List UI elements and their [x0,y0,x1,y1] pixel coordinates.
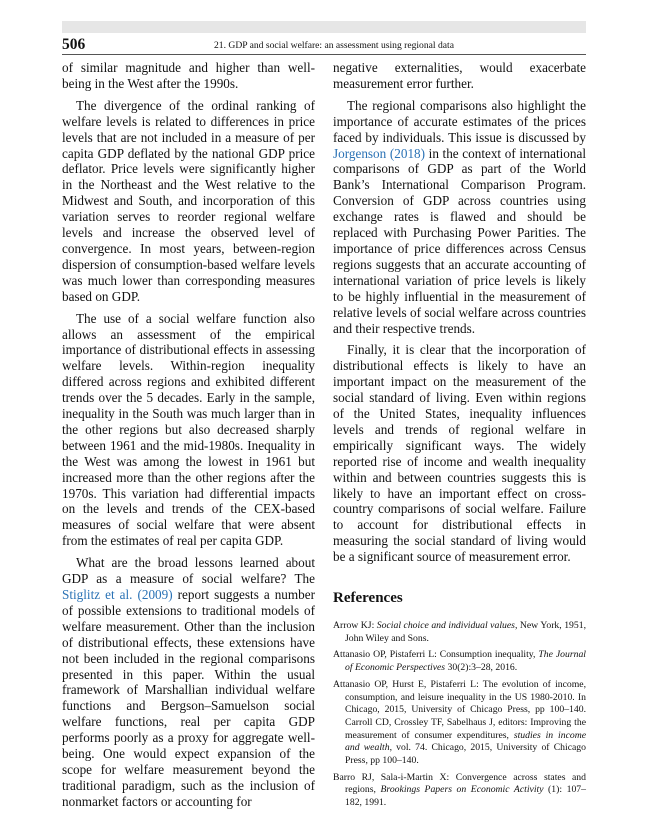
citation-link[interactable]: Stiglitz et al. (2009) [62,587,173,602]
reference-text: Arrow KJ: [333,620,377,631]
paragraph: The divergence of the ordinal ranking of welfare levels is related to differences in price levels that are not included in a measure of per capita GDP deflated by the national GDP price deflator. Price levels were significantly higher in the Northeast and the West relative to the Midwest and South, and incorporation of this variation serves to reorder regional welfare levels and increase the observed level of convergence. In most years, between-region dispersion of consumption-based welfare levels was much lower than corresponding measures based on GDP. [62,97,315,304]
paragraph-text: report suggests a number of possible extensions to traditional models of welfare measurement. Other than the inclusion of distributional effects, these extensions have not been included in the regional comparisons presented in this paper. Within the usual framework of Marshallian individual welfare functions and Bergson–Samuelson social welfare functions, real per capita GDP performs poorly as a proxy for aggregate well-being. One would expect expansion of the scope for welfare measurement beyond the traditional paradigm, such as the inclusion of nonmarket factors or accounting for [62,587,315,809]
reference-item [333,679,586,768]
page-number: 506 [62,36,86,53]
reference-text: Barro RJ, Sala-i-Martin X: Convergence across states and regions, [333,771,586,796]
reference-item [333,620,586,645]
reference-text: 30(2):3–28, 2016. [445,662,518,674]
paragraph: of similar magnitude and higher than well-being in the West after the 1990s. [62,60,315,91]
reference-text: Attanasio OP, Hurst E, Pistaferri L: The evolution of income, consumption, and leisure inequality in the US 1980-2010. In Chicago, 2015, University of Chicago Press, pp 100–140. Carroll CD, Crossley TF, Sabelhaus J, editors: Improving the measurement of consumer expenditures, [333,678,586,741]
paragraph: negative externalities, would exacerbate measurement error further. [333,60,586,91]
paragraph-text: What are the broad lessons learned about GDP as a measure of social welfare? The [62,555,315,587]
header-bar [62,21,586,33]
reference-text: (1): 107–182, 1991. [345,784,586,809]
references-heading: References [333,590,403,607]
reference-item [333,649,586,674]
references-list [333,620,586,810]
reference-text: , New York, 1951, John Wiley and Sons. [345,620,587,644]
paragraph-text: in the context of international comparisons of GDP as part of the World Bank’s International Comparison Program. Conversion of GDP across countries using exchange rates is flawed and should be replaced with Purchasing Power Parities. The importance of price differences across Census regions suggests that an accurate accounting of international variation of price levels is likely to be highly influential in the measurement of relative levels of social welfare across countries and their respective trends. [333,145,586,336]
reference-title: Brookings Papers on Economic Activity [380,784,544,796]
paragraph [62,555,315,810]
reference-title: studies in income and wealth [345,729,587,754]
right-column [333,60,586,814]
reference-text: Attanasio OP, Pistaferri L: Consumption inequality, [333,649,539,661]
reference-text: , vol. 74. Chicago, 2015, University of Chicago Press, pp 100–140. [345,742,586,767]
reference-item [333,772,586,810]
left-column [62,60,315,810]
reference-title: Social choice and individual values [376,620,515,631]
paragraph: The use of a social welfare function also allows an assessment of the empirical importance of distributional effects in assessing welfare levels. Within-region inequality differed across regions and exhibited different trends over the 5 decades. Early in the sample, inequality in the South was much larger than in the other regions but also decreased sharply between 1961 and the mid-1980s. Inequality in the West was among the lowest in 1961 but increased more than the other regions after the 1970s. This variation had differential impacts on the levels and trends of the CEX-based measures of social welfare that were absent from the estimates of real per capita GDP. [62,310,315,549]
paragraph: Finally, it is clear that the incorporation of distributional effects is likely to have an important impact on the measurement of the social standard of living. Even within regions of the United States, inequality influences levels and trends of regional welfare in empirically significant ways. The widely reported rise of income and wealth inequality within and between countries suggests this is likely to have an important effect on cross-country comparisons of social welfare. Failure to account for distributional effects in measuring the social standard of living would be a significant source of measurement error. [333,342,586,565]
citation-link[interactable]: Jorgenson (2018) [333,145,426,161]
reference-title: The Journal of Economic Perspectives [345,649,586,674]
paragraph [333,98,586,337]
running-head: 21. GDP and social welfare: an assessment using regional data [214,40,454,51]
header-rule [62,54,586,55]
paragraph-text: The regional comparisons also highlight the importance of accurate estimates of the prices faced by individuals. This issue is discussed by [333,97,586,145]
